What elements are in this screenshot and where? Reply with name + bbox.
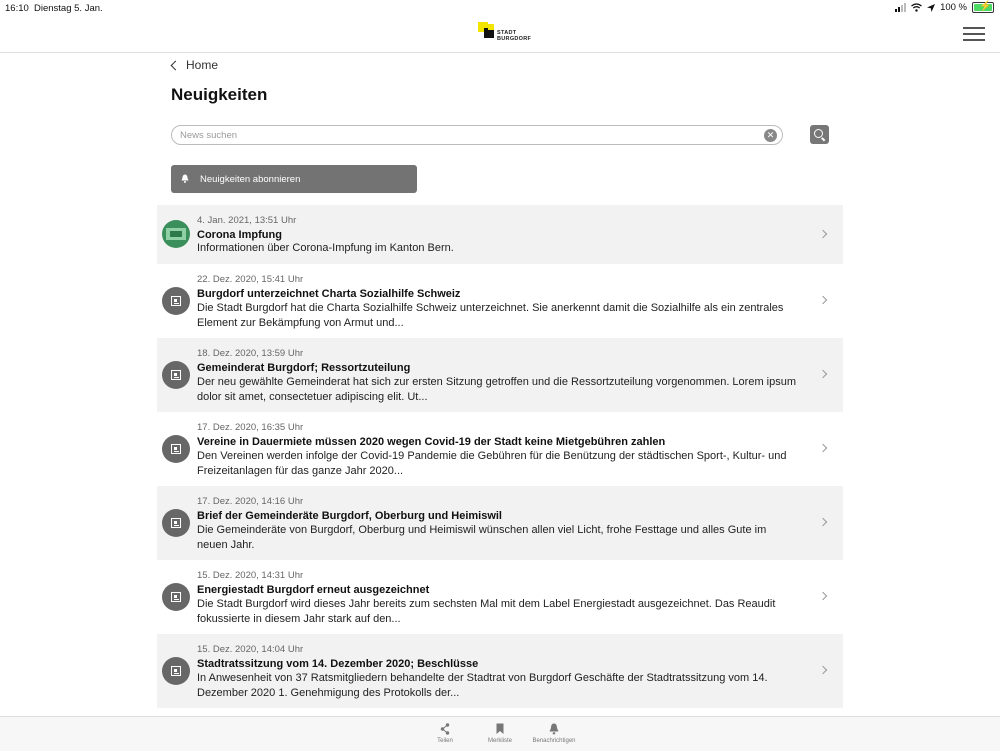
back-label: Home xyxy=(186,58,219,72)
news-date: 17. Dez. 2020, 16:35 Uhr xyxy=(197,422,304,433)
news-date: 22. Dez. 2020, 15:41 Uhr xyxy=(197,274,304,285)
status-time: 16:10 xyxy=(5,3,29,14)
back-link[interactable] xyxy=(172,58,218,72)
news-title: Brief der Gemeinderäte Burgdorf, Oberburg und Heimiswil xyxy=(197,510,502,522)
news-doc-icon xyxy=(162,583,190,611)
logo-text-line1: STADT xyxy=(497,30,517,36)
news-doc-icon xyxy=(162,657,190,685)
search-button[interactable] xyxy=(810,125,829,144)
tab-notifications[interactable] xyxy=(524,723,584,744)
tab-bookmarks[interactable] xyxy=(470,723,530,744)
tab-share[interactable] xyxy=(415,723,475,744)
news-item[interactable] xyxy=(157,486,843,560)
chevron-right-icon xyxy=(819,592,827,600)
battery-charging-icon: ⚡ xyxy=(972,2,994,13)
tab-bookmarks-label: Merkliste xyxy=(487,738,512,744)
wifi-icon xyxy=(911,3,922,12)
news-date: 17. Dez. 2020, 14:16 Uhr xyxy=(197,496,304,507)
photo-thumbnail-icon xyxy=(162,220,190,248)
subscribe-news-button[interactable] xyxy=(171,165,417,193)
news-title: Vereine in Dauermiete müssen 2020 wegen Covid-19 der Stadt keine Mietgebühren zahlen xyxy=(197,436,666,448)
news-description: Den Vereinen werden infolge der Covid-19 Pandemie die Gebühren für die Benützung der städtischen Sport-, Kultur- und Freizeitanlagen für das ganze Jahr 2020... xyxy=(197,450,787,477)
news-doc-icon xyxy=(162,287,190,315)
bell-icon xyxy=(549,723,559,735)
news-description: Die Gemeinderäte von Burgdorf, Oberburg und Heimiswil wünschen allen viel Licht, frohe Festtage und alles Gute im neuen Jahr. xyxy=(197,524,767,551)
news-doc-icon xyxy=(162,509,190,537)
news-description: Informationen über Corona-Impfung im Kanton Bern. xyxy=(197,242,454,254)
page-title: Neuigkeiten xyxy=(171,85,268,104)
logo-text-line2: BURGDORF xyxy=(497,36,532,42)
news-description: Der neu gewählte Gemeinderat hat sich zur ersten Sitzung getroffen und die Ressortzuteilung vorgenommen. Lorem ipsum dolor sit amet, consectetuer adipiscing elit. Ut... xyxy=(197,376,797,403)
chevron-right-icon xyxy=(819,230,827,238)
news-title: Stadtratssitzung vom 14. Dezember 2020; Beschlüsse xyxy=(197,658,479,670)
news-title: Gemeinderat Burgdorf; Ressortzuteilung xyxy=(197,362,411,374)
chevron-left-icon xyxy=(171,60,181,70)
bell-icon xyxy=(181,174,189,183)
bottom-tab-bar xyxy=(0,716,1000,751)
news-item[interactable] xyxy=(157,338,843,412)
news-item[interactable] xyxy=(157,560,843,634)
news-doc-icon xyxy=(162,435,190,463)
battery-percent: 100 % xyxy=(940,2,967,13)
news-description: Die Stadt Burgdorf hat die Charta Sozialhilfe Schweiz unterzeichnet. Sie anerkennt damit die Sozialhilfe als ein zentrales Element zur Bekämpfung von Armut und... xyxy=(197,302,784,329)
chevron-right-icon xyxy=(819,370,827,378)
app-header xyxy=(0,16,1000,53)
chevron-right-icon xyxy=(819,518,827,526)
news-date: 18. Dez. 2020, 13:59 Uhr xyxy=(197,348,304,359)
news-title: Corona Impfung xyxy=(197,229,282,241)
news-date: 4. Jan. 2021, 13:51 Uhr xyxy=(197,215,297,226)
news-description: Die Stadt Burgdorf wird dieses Jahr bereits zum sechsten Mal mit dem Label Energiestadt ausgezeichnet. Das Reaudit fokussierte in diesem Jahr stark auf den... xyxy=(197,598,776,625)
news-date: 15. Dez. 2020, 14:31 Uhr xyxy=(197,570,304,581)
tab-notifications-label: Benachrichtigen xyxy=(532,738,576,744)
chevron-right-icon xyxy=(819,296,827,304)
news-title: Energiestadt Burgdorf erneut ausgezeichnet xyxy=(197,584,430,596)
status-date: Dienstag 5. Jan. xyxy=(34,3,103,14)
location-arrow-icon xyxy=(927,4,935,12)
search-input[interactable] xyxy=(180,129,750,142)
news-doc-icon xyxy=(162,361,190,389)
news-list xyxy=(157,205,843,708)
news-item[interactable] xyxy=(157,205,843,264)
clear-search-button[interactable]: ✕ xyxy=(764,129,777,142)
chevron-right-icon xyxy=(819,666,827,674)
news-item[interactable] xyxy=(157,634,843,708)
status-right xyxy=(895,2,994,13)
chevron-right-icon xyxy=(819,444,827,452)
subscribe-label: Neuigkeiten abonnieren xyxy=(200,174,301,185)
tab-share-label: Teilen xyxy=(437,738,453,744)
news-item[interactable] xyxy=(157,264,843,338)
share-icon xyxy=(440,723,450,735)
news-title: Burgdorf unterzeichnet Charta Sozialhilfe Schweiz xyxy=(197,288,461,300)
news-item[interactable] xyxy=(157,412,843,486)
burgdorf-logo xyxy=(478,22,532,46)
hamburger-menu-button[interactable] xyxy=(963,26,985,41)
status-bar xyxy=(0,0,1000,16)
news-description: In Anwesenheit von 37 Ratsmitgliedern behandelte der Stadtrat von Burgdorf Geschäfte der Stadtratssitzung vom 14. Dezember 2020 1. Genehmigung des Protokolls der... xyxy=(197,672,768,699)
bookmark-icon xyxy=(496,723,504,735)
cellular-signal-icon xyxy=(895,3,906,12)
search-field xyxy=(171,125,783,145)
news-date: 15. Dez. 2020, 14:04 Uhr xyxy=(197,644,304,655)
